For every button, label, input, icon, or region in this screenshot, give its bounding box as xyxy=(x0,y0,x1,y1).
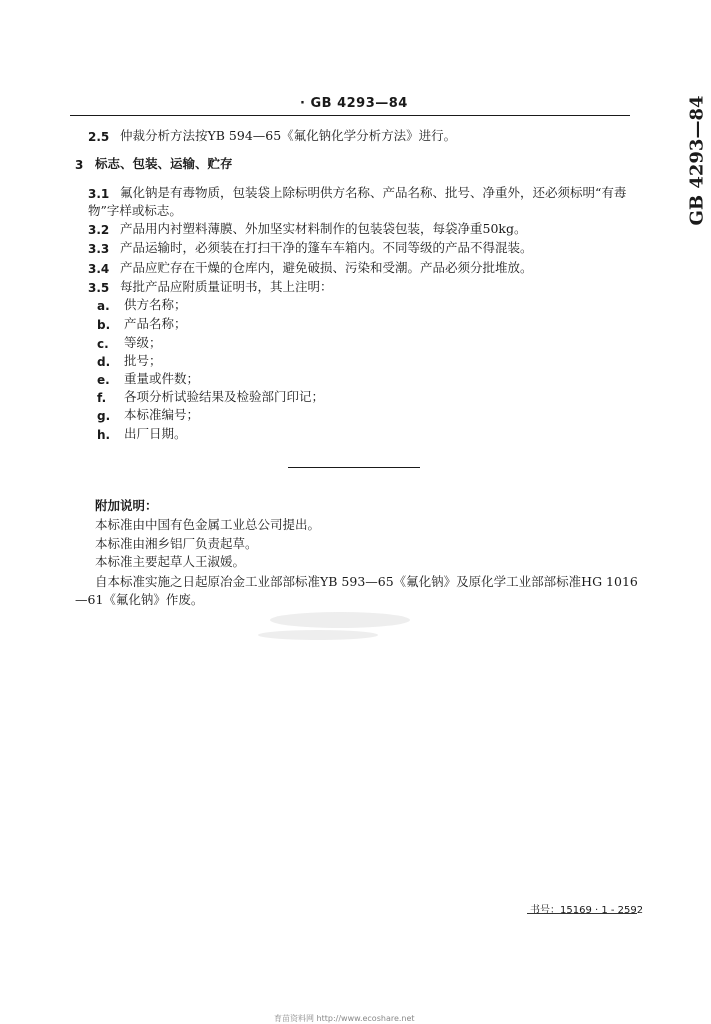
source-watermark: 育苗资料网 http://www.ecoshare.net xyxy=(274,1014,415,1023)
list-item-letter: f. xyxy=(97,391,107,405)
scan-smudge xyxy=(270,612,410,628)
notes-line-5: —61《氟化钠》作废。 xyxy=(75,592,204,607)
section-3-2-text: 产品用内衬塑料薄膜、外加坚实材料制作的包装袋包装，每袋净重50kg。 xyxy=(120,221,527,236)
notes-line-3: 本标准主要起草人王淑媛。 xyxy=(95,554,246,569)
footer-rule xyxy=(527,913,637,914)
section-3-3-number: 3.3 xyxy=(88,242,110,256)
section-divider-rule xyxy=(288,467,420,468)
section-3-1-text-line1: 氟化钠是有毒物质，包装袋上除标明供方名称、产品名称、批号、净重外，还必须标明“有毒 xyxy=(120,185,627,200)
section-3-3-text: 产品运输时，必须装在打扫干净的篷车车箱内。不同等级的产品不得混装。 xyxy=(120,240,533,255)
section-3-4-number: 3.4 xyxy=(88,262,110,276)
side-standard-code: GB 4293—84 xyxy=(686,95,708,226)
section-3-number: 3 xyxy=(75,158,84,172)
section-3-1-number: 3.1 xyxy=(88,187,110,201)
list-item: 本标准编号； xyxy=(124,407,200,422)
list-item-letter: b. xyxy=(97,318,111,332)
list-item: 重量或件数； xyxy=(124,371,200,386)
notes-heading: 附加说明： xyxy=(95,498,158,513)
list-item: 供方名称； xyxy=(124,297,187,312)
section-3-2-number: 3.2 xyxy=(88,223,110,237)
notes-line-1: 本标准由中国有色金属工业总公司提出。 xyxy=(95,517,321,532)
section-3-5-number: 3.5 xyxy=(88,281,110,295)
notes-line-2: 本标准由湘乡铝厂负责起草。 xyxy=(95,536,258,551)
scan-smudge xyxy=(258,630,378,640)
section-2-5-number: 2.5 xyxy=(88,130,110,144)
list-item-letter: c. xyxy=(97,337,109,351)
list-item-letter: e. xyxy=(97,373,110,387)
list-item-letter: h. xyxy=(97,428,111,442)
notes-line-4: 自本标准实施之日起原冶金工业部部标准YB 593—65《氟化钠》及原化学工业部部标准HG 1016 xyxy=(95,574,638,589)
book-number: 书号：15169 · 1 - 2592 xyxy=(530,905,644,916)
list-item-letter: d. xyxy=(97,355,111,369)
list-item: 产品名称； xyxy=(124,316,187,331)
list-item: 出厂日期。 xyxy=(124,426,187,441)
section-3-1-text-line2: 物”字样或标志。 xyxy=(88,203,182,218)
section-3-5-text: 每批产品应附质量证明书，其上注明： xyxy=(120,279,333,294)
list-item: 各项分析试验结果及检验部门印记； xyxy=(124,389,325,404)
list-item: 批号； xyxy=(124,353,162,368)
section-2-5-text: 仲裁分析方法按YB 594—65《氟化钠化学分析方法》进行。 xyxy=(120,128,457,143)
header-standard-code: · GB 4293—84 xyxy=(300,96,408,111)
section-3-heading: 标志、包装、运输、贮存 xyxy=(95,156,233,171)
list-item: 等级； xyxy=(124,335,162,350)
header-rule xyxy=(70,115,630,116)
list-item-letter: a. xyxy=(97,299,110,313)
list-item-letter: g. xyxy=(97,409,111,423)
section-3-4-text: 产品应贮存在干燥的仓库内，避免破损、污染和受潮。产品必须分批堆放。 xyxy=(120,260,533,275)
